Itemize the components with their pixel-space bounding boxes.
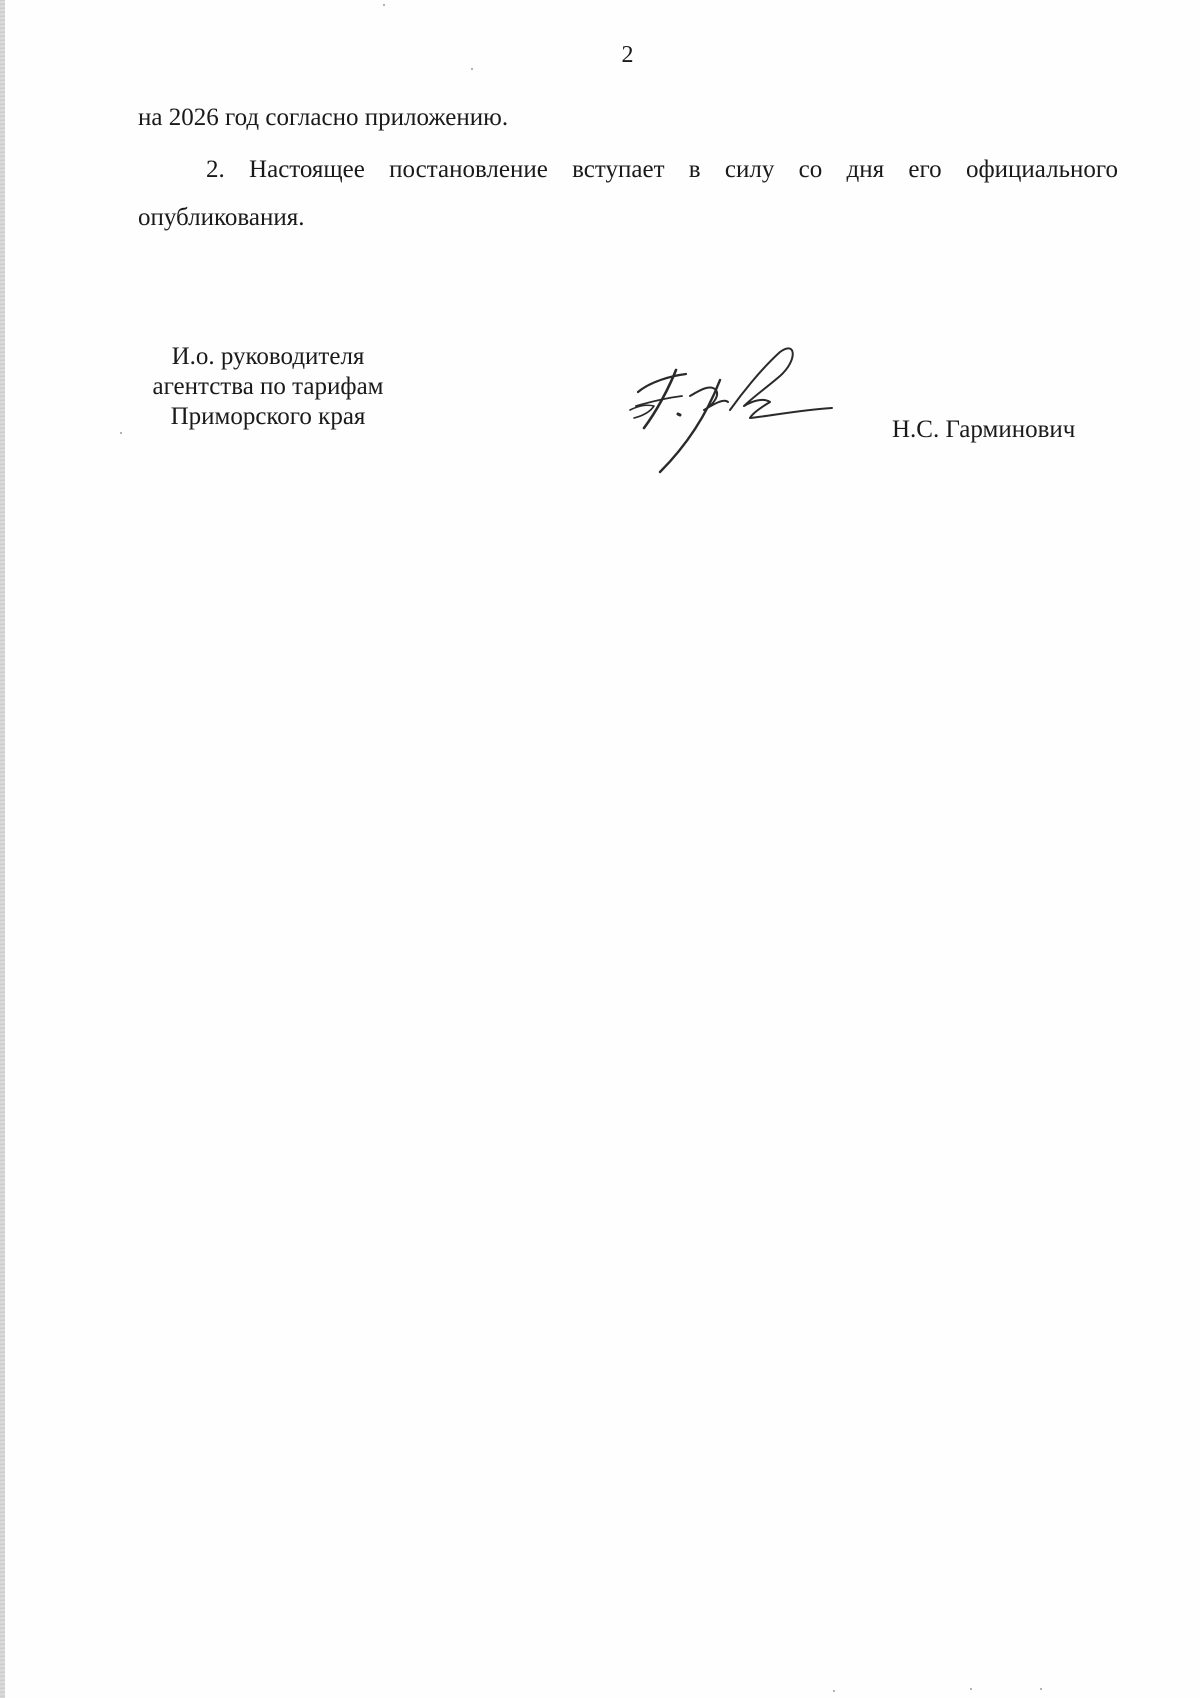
- signer-title: [118, 342, 418, 432]
- signer-title-line: Приморского края: [170, 403, 366, 430]
- signer-name: Н.С. Гарминович: [892, 416, 1076, 443]
- signer-title-line: агентства по тарифам: [152, 373, 384, 400]
- page-number: 2: [621, 42, 634, 68]
- signer-title-line: И.о. руководителя: [171, 343, 365, 370]
- paragraph-continuation: на 2026 год согласно приложению.: [138, 104, 509, 131]
- scan-speck: [833, 1690, 835, 1692]
- scan-speck: [1040, 1688, 1042, 1690]
- scan-edge: [0, 0, 5, 1698]
- paragraph-effective-date: 2. Настоящее постановление вступает в силу со дня его официального опубликования.: [138, 156, 1118, 231]
- signature-image: [620, 340, 840, 480]
- scan-speck: [120, 432, 122, 434]
- scan-speck: [970, 1688, 972, 1690]
- scan-speck: [471, 68, 473, 70]
- scan-speck: [383, 4, 385, 6]
